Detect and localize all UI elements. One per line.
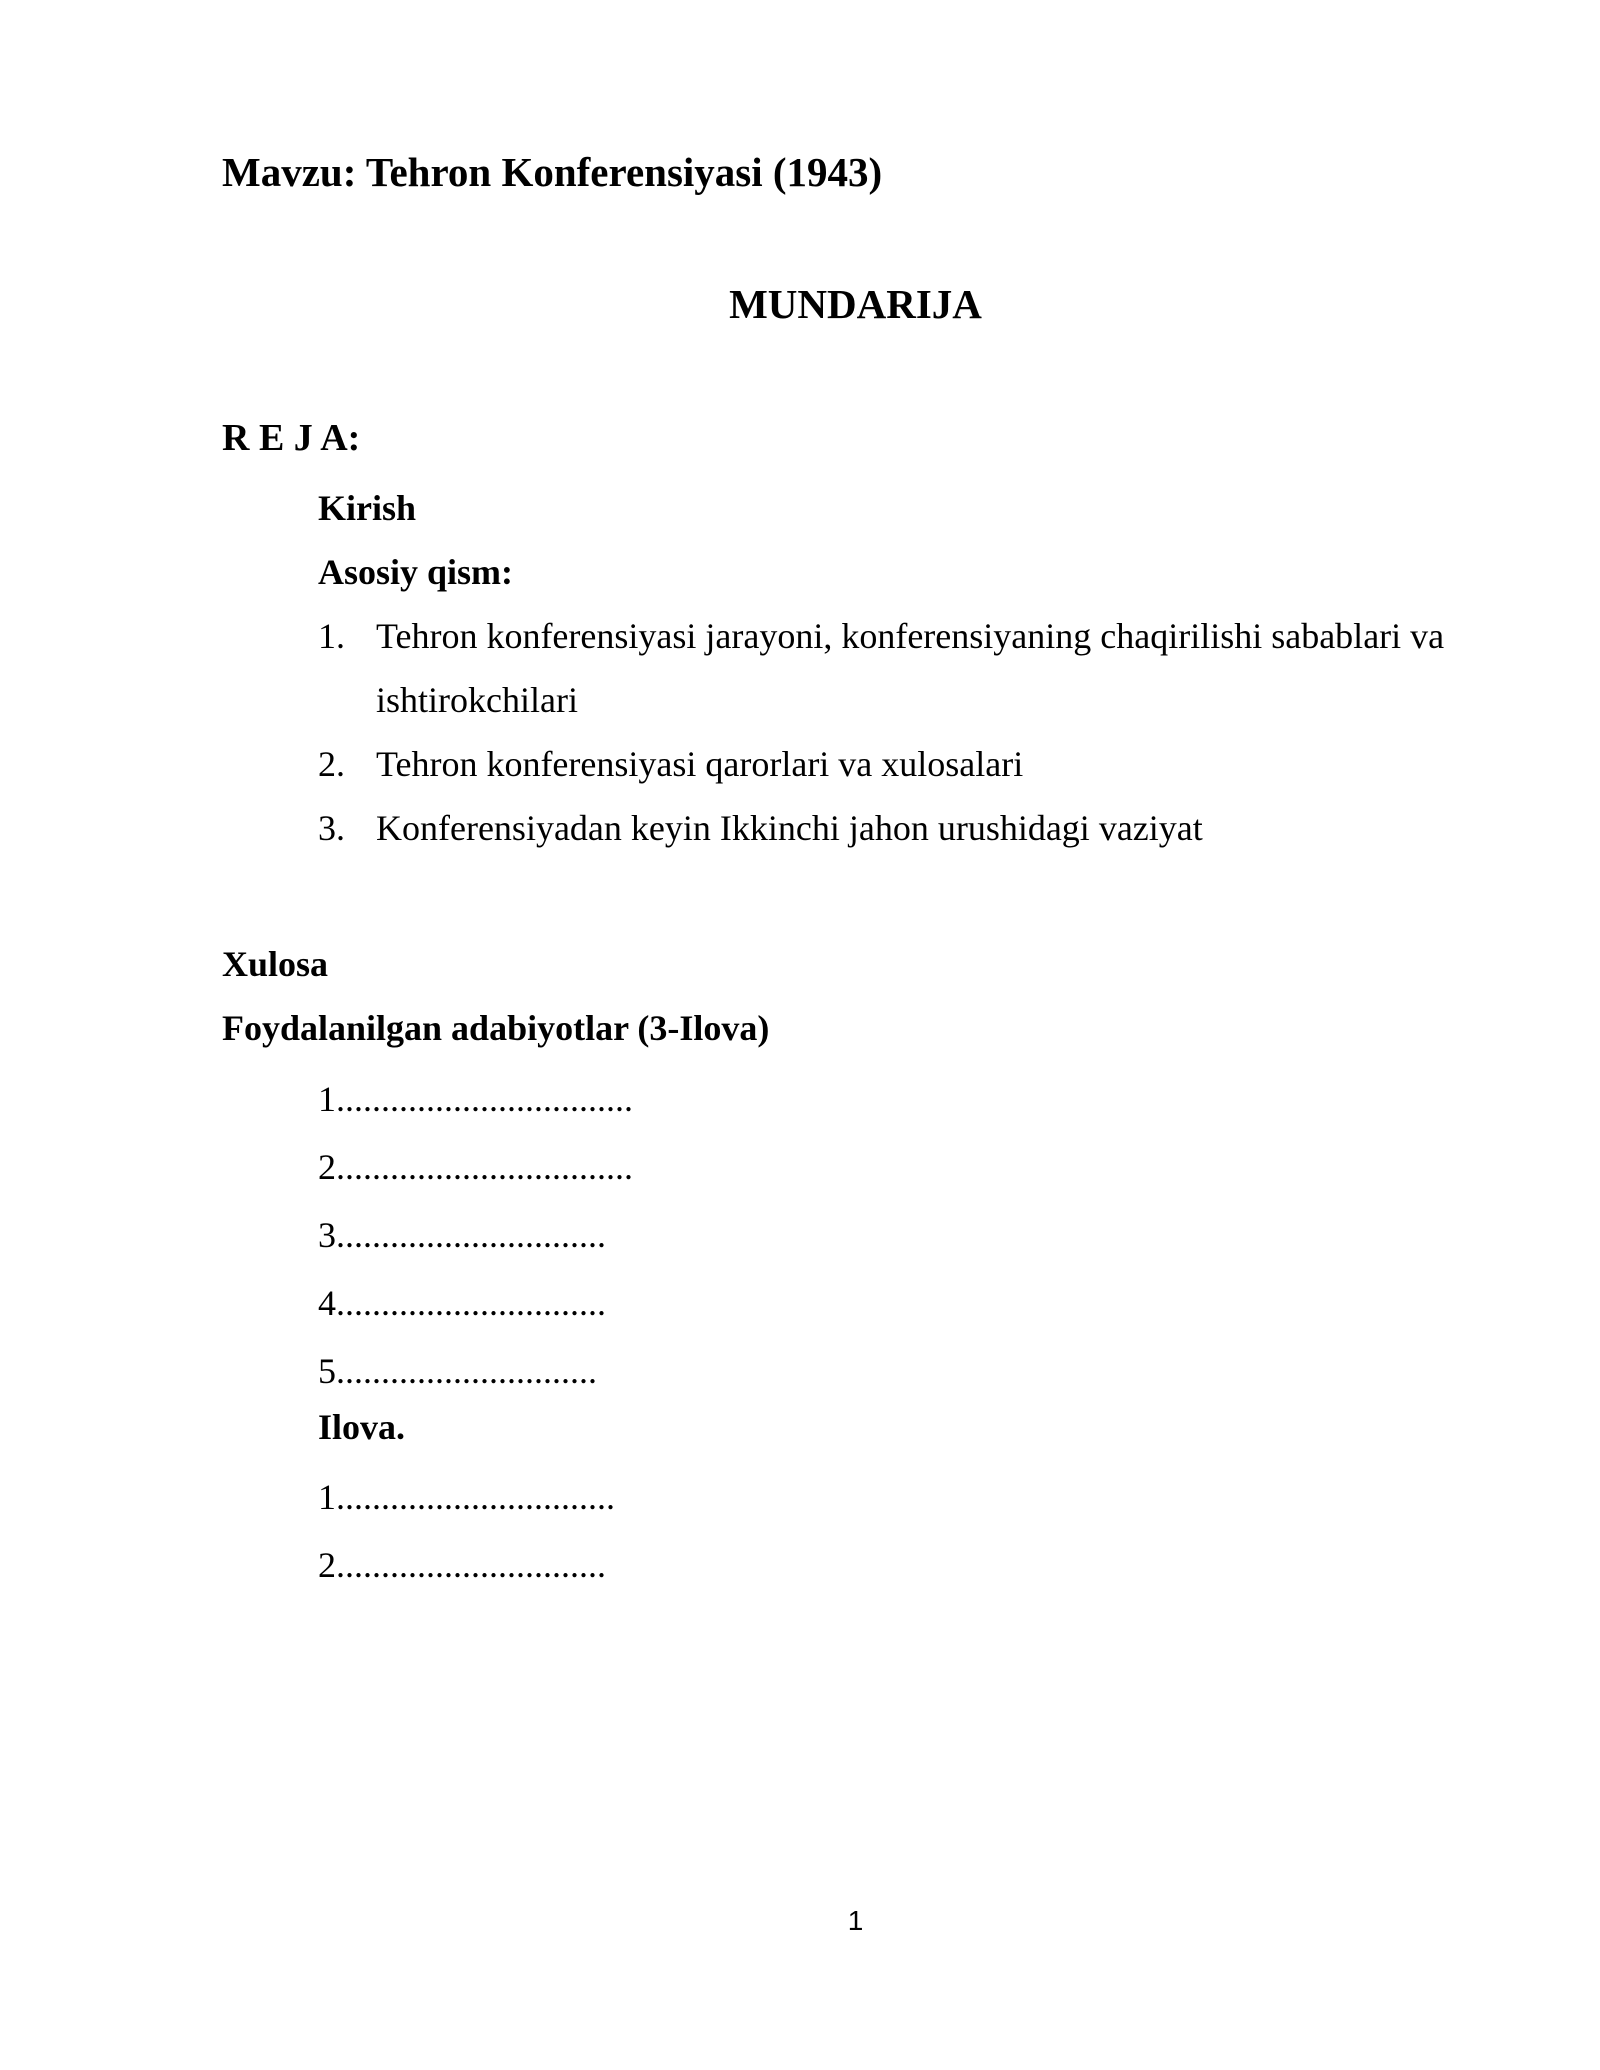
plan-main-label: Asosiy qism:	[318, 552, 514, 592]
plan-item	[318, 732, 1489, 796]
document-title: Mavzu: Tehron Konferensiyasi (1943)	[222, 149, 883, 195]
plan-item-text: Tehron konferensiyasi qarorlari va xulosalari	[376, 744, 1024, 784]
reference-line: 2.................................	[318, 1147, 633, 1187]
plan-item-text: Tehron konferensiyasi jarayoni, konferensiyaning chaqirilishi sabablari va ishtirokchilari	[376, 616, 1445, 720]
reference-line: 3..............................	[318, 1215, 606, 1255]
plan-item-number: 1.	[318, 616, 345, 656]
reference-line: 1.................................	[318, 1079, 633, 1119]
appendix-line: 1...............................	[318, 1477, 615, 1517]
conclusion-label: Xulosa	[222, 944, 329, 984]
toc-heading: MUNDARIJA	[729, 281, 982, 327]
plan-intro-label: Kirish	[318, 488, 417, 528]
plan-list	[222, 604, 1489, 860]
references-heading: Foydalanilgan adabiyotlar (3-Ilova)	[222, 1008, 770, 1048]
page-number: 1	[847, 1905, 864, 1936]
reference-line: 5.............................	[318, 1351, 597, 1391]
plan-item-text: Konferensiyadan keyin Ikkinchi jahon urushidagi vaziyat	[376, 808, 1203, 848]
plan-item	[318, 796, 1489, 860]
plan-item-number: 3.	[318, 808, 345, 848]
plan-label: R E J A:	[222, 417, 361, 459]
appendix-line: 2..............................	[318, 1545, 606, 1585]
appendix-label: Ilova.	[318, 1407, 406, 1447]
plan-item-number: 2.	[318, 744, 345, 784]
plan-item	[318, 604, 1489, 732]
reference-line: 4..............................	[318, 1283, 606, 1323]
